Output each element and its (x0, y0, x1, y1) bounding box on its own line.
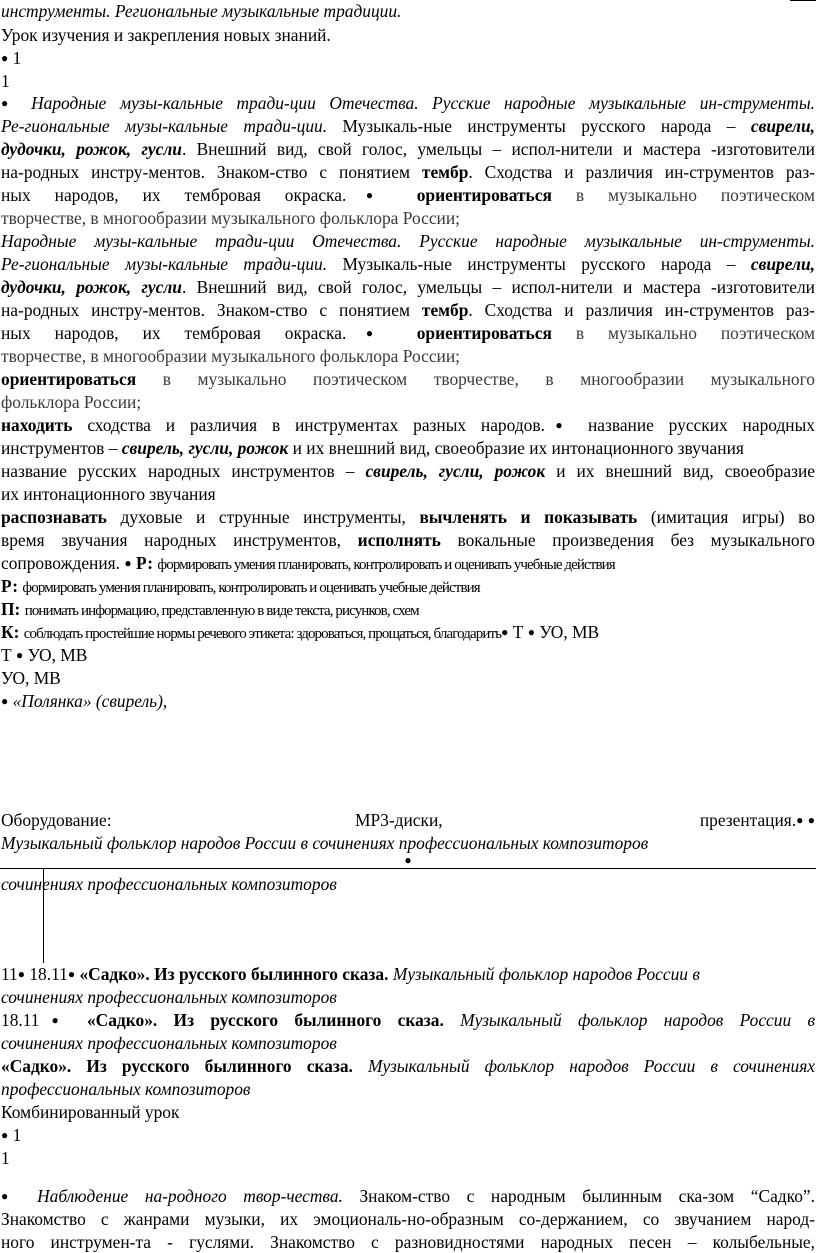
lesson-row: 11● 18.11● «Садко». Из русского былинного сказа. Музыкальный фольклор народов России в (1, 964, 700, 984)
content-line: на-родных инстру-ментов. Знаком-ство с понятием тембр. Сходства и различия ин-струментов раз- (1, 162, 815, 182)
bullet-icon: ● (807, 813, 815, 827)
result-orient-tail: фольклора России; (1, 392, 142, 412)
hours-cell: ● 1 (1, 1125, 22, 1145)
empty-table-row (0, 868, 816, 963)
content-line: дудочки, рожок, гусли. Внешний вид, свой голос, умельцы – испол-нители и мастера -изготовители (1, 139, 815, 159)
bullet-icon: ● (404, 853, 412, 867)
lesson-topic: профессиональных композиторов (1, 1079, 251, 1099)
content-line: ● Наблюдение на-родного твор-чества. Знаком-ство с народным былинным ска-зом “Садко”. (1, 1186, 815, 1206)
lesson-topic: сочинениях профессиональных композиторов (1, 987, 337, 1007)
result-recognize: распознавать духовые и струнные инструменты, вычленять и показывать (имитация игры) во (1, 507, 815, 527)
lesson-type: Урок изучения и закрепления новых знаний. (1, 25, 331, 45)
table-column-divider (43, 869, 44, 963)
result-recognize: время звучания народных инструментов, исполнять вокальные произведения без музыкального (1, 530, 815, 550)
bullet-icon: ● (544, 418, 574, 432)
content-line: творчестве, в многообразии музыкального фольклора России; (1, 346, 460, 366)
next-topic-tail: сочинениях профессиональных композиторов (1, 874, 337, 894)
lesson-row: 18.11● «Садко». Из русского былинного сказа. Музыкальный фольклор народов России в (1, 1010, 815, 1030)
bullet-icon: ● (15, 648, 24, 662)
content-line: Знакомство с жанрами музыки, их эмоциональ-но-образным со-держанием, со звучанием народ- (1, 1209, 815, 1229)
bullet-icon: ● (1, 1128, 9, 1142)
content-line: ных народов, их тембровая окраска.● ориентироваться в музыкально поэтическом (1, 185, 815, 205)
lesson-topic: «Садко». Из русского былинного сказа. Музыкальный фольклор народов России в сочинениях (1, 1056, 815, 1076)
bullet-icon: ● (501, 625, 509, 639)
bullet-icon: ● (346, 326, 393, 340)
content-line: Ре-гиональные музы-кальные тради-ции. Музыкаль-ные инструменты русского народа – свирели, (1, 116, 815, 136)
content-line: ● Народные музы-кальные тради-ции Отечества. Русские народные музыкальные ин-струменты. (1, 93, 815, 113)
result-recognize: сопровождения. ● Р: формировать умения планировать, контролировать и оценивать учебные действия (1, 553, 615, 573)
control-form: УО, МВ (1, 668, 61, 688)
bullet-icon: ● (1, 96, 18, 110)
bullet-icon: ● (17, 967, 25, 981)
result-orient: ориентироваться в музыкально поэтическом творчестве, в многообразии музыкального (1, 369, 815, 389)
result-find: название русских народных инструментов – свирель, гусли, рожок и их внешний вид, своеобразие (1, 461, 815, 481)
bullet-icon: ● (1, 1189, 21, 1203)
content-line: Ре-гиональные музы-кальные тради-ции. Музыкаль-ные инструменты русского народа – свирели, (1, 254, 815, 274)
bullet-icon: ● (1, 694, 9, 708)
hours-cell-repeat: 1 (1, 71, 10, 91)
bullet-icon: ● (527, 625, 535, 639)
uud-communicative: К: соблюдать простейшие нормы речевого этикета: здороваться, прощаться, благодарить● Т ● УО, МВ (1, 622, 600, 642)
content-line: творчестве, в многообразии музыкального фольклора России; (1, 208, 460, 228)
result-find: инструментов – свирель, гусли, рожок и их внешний вид, своеобразие их интонационного звучания (1, 438, 744, 458)
bullet-icon: ● (1, 51, 9, 65)
result-find: находить сходства и различия в инструментах разных народов.● название русских народных (1, 415, 815, 435)
bullet-icon: ● (39, 1013, 71, 1027)
lesson-type: Комбинированный урок (1, 1102, 180, 1122)
content-line: ных народов, их тембровая окраска.● ориентироваться в музыкально поэтическом (1, 323, 815, 343)
content-line: дудочки, рожок, гусли. Внешний вид, свой голос, умельцы – испол-нители и мастера -изготовители (1, 277, 815, 297)
result-find: их интонационного звучания (1, 484, 216, 504)
lesson-topic: сочинениях профессиональных композиторов (1, 1033, 337, 1053)
content-line: ного инструмен-та - гуслями. Знакомство с разновидностями народных песен – колыбельные, (1, 1232, 815, 1252)
uud-cognitive: П: понимать информацию, представленную в виде текста, рисунков, схем (1, 599, 419, 619)
control-form: Т ● УО, МВ (1, 645, 88, 665)
hours-cell: ● 1 (1, 48, 22, 68)
equipment-line: Оборудование: МР3-диски, презентация.● ● (1, 810, 815, 830)
content-line: Народные музы-кальные тради-ции Отечества. Русские народные музыкальные ин-струменты. (1, 231, 815, 251)
music-item: ● «Полянка» (свирель), (1, 691, 168, 711)
next-topic: Музыкальный фольклор народов России в сочинениях профессиональных композиторов (1, 833, 649, 853)
hours-cell-repeat: 1 (1, 1148, 10, 1168)
bullet-icon: ● (67, 967, 76, 981)
content-line: на-родных инстру-ментов. Знаком-ство с понятием тембр. Сходства и различия ин-струментов раз- (1, 300, 815, 320)
lesson-topic-tail: инструменты. Региональные музыкальные традиции. (1, 1, 402, 21)
bullet-icon: ● (346, 188, 393, 202)
bullet-icon: ● (796, 813, 804, 827)
uud-regulative: Р: формировать умения планировать, контролировать и оценивать учебные действия (1, 576, 480, 596)
bullet-icon: ● (124, 556, 132, 570)
